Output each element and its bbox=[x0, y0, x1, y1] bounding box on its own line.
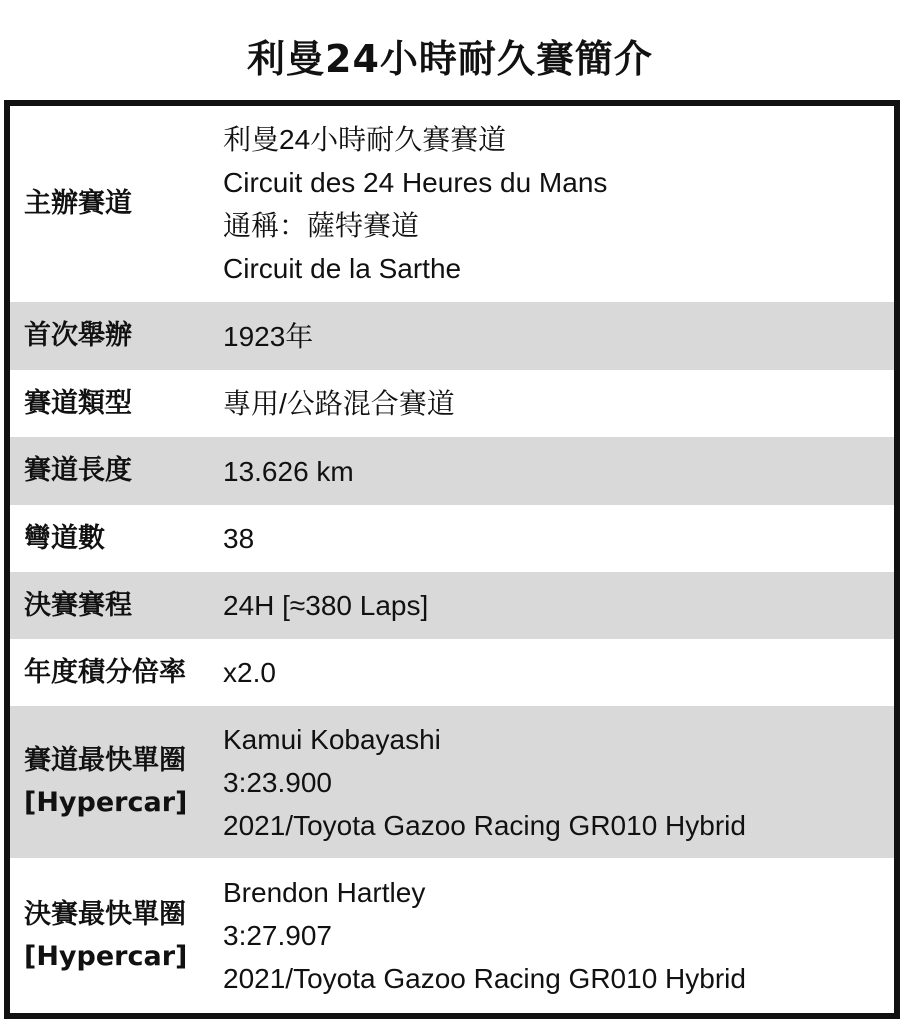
row-value bbox=[223, 871, 894, 1000]
row-label-line: 賽道類型 bbox=[24, 387, 132, 419]
table-row-lap-record bbox=[10, 706, 894, 858]
row-value bbox=[223, 584, 894, 627]
row-value bbox=[223, 315, 894, 358]
row-value-line: Circuit de la Sarthe bbox=[223, 253, 462, 284]
row-value-line: 3:27.907 bbox=[223, 920, 332, 951]
table-row-race-distance bbox=[10, 572, 894, 639]
row-label bbox=[10, 383, 223, 425]
row-value-line: x2.0 bbox=[223, 657, 276, 688]
row-label-line: 決賽賽程 bbox=[24, 589, 132, 621]
row-value-line: Kamui Kobayashi bbox=[223, 723, 441, 755]
row-label bbox=[10, 894, 223, 978]
table-row-points-multiplier bbox=[10, 639, 894, 706]
row-value-line: 專用/公路混合賽道 bbox=[223, 388, 455, 419]
row-value-line: Circuit des 24 Heures du Mans bbox=[223, 167, 608, 198]
row-label-line: 首次舉辦 bbox=[24, 320, 132, 351]
row-value-line: 38 bbox=[223, 523, 255, 554]
row-value-line: 通稱：薩特賽道 bbox=[223, 210, 420, 241]
row-value-line: Brendon Hartley bbox=[223, 877, 426, 908]
table-row-circuit-type bbox=[10, 370, 894, 437]
info-table bbox=[4, 100, 900, 1019]
row-value-line: 24H [≈380 Laps] bbox=[223, 590, 429, 621]
table-row-host-circuit bbox=[10, 106, 894, 302]
table-row-first-held bbox=[10, 302, 894, 370]
row-label bbox=[10, 652, 223, 694]
row-label-line: 賽道最快單圈 bbox=[24, 745, 186, 776]
row-label-line: 彎道數 bbox=[24, 522, 105, 554]
row-label-line: [Hypercar] bbox=[24, 787, 188, 818]
row-label-line: 主辦賽道 bbox=[24, 188, 132, 219]
table-row-corners bbox=[10, 505, 894, 572]
row-value-line: 2021/Toyota Gazoo Racing GR010 Hybrid bbox=[223, 963, 746, 994]
row-value-line: 1923年 bbox=[223, 320, 314, 352]
row-label-line: [Hypercar] bbox=[24, 940, 188, 972]
row-value bbox=[223, 718, 894, 847]
row-label bbox=[10, 315, 223, 357]
row-label-line: 決賽最快單圈 bbox=[24, 898, 186, 930]
row-value bbox=[223, 118, 894, 290]
row-value-line: 13.626 km bbox=[223, 455, 354, 487]
row-value bbox=[223, 382, 894, 425]
table-row-circuit-length bbox=[10, 437, 894, 505]
row-value bbox=[223, 651, 894, 694]
row-value bbox=[223, 450, 894, 493]
row-value-line: 3:23.900 bbox=[223, 766, 332, 798]
row-label-line: 賽道長度 bbox=[24, 455, 132, 486]
row-value bbox=[223, 517, 894, 560]
row-label bbox=[10, 450, 223, 492]
row-value-line: 2021/Toyota Gazoo Racing GR010 Hybrid bbox=[223, 809, 746, 841]
row-label bbox=[10, 183, 223, 225]
row-value-line: 利曼24小時耐久賽賽道 bbox=[223, 124, 507, 155]
row-label-line: 年度積分倍率 bbox=[24, 656, 186, 688]
row-label bbox=[10, 740, 223, 824]
page-title: 利曼24小時耐久賽簡介 bbox=[247, 37, 653, 81]
table-row-race-fastest-lap bbox=[10, 858, 894, 1013]
row-label bbox=[10, 518, 223, 560]
row-label bbox=[10, 585, 223, 627]
